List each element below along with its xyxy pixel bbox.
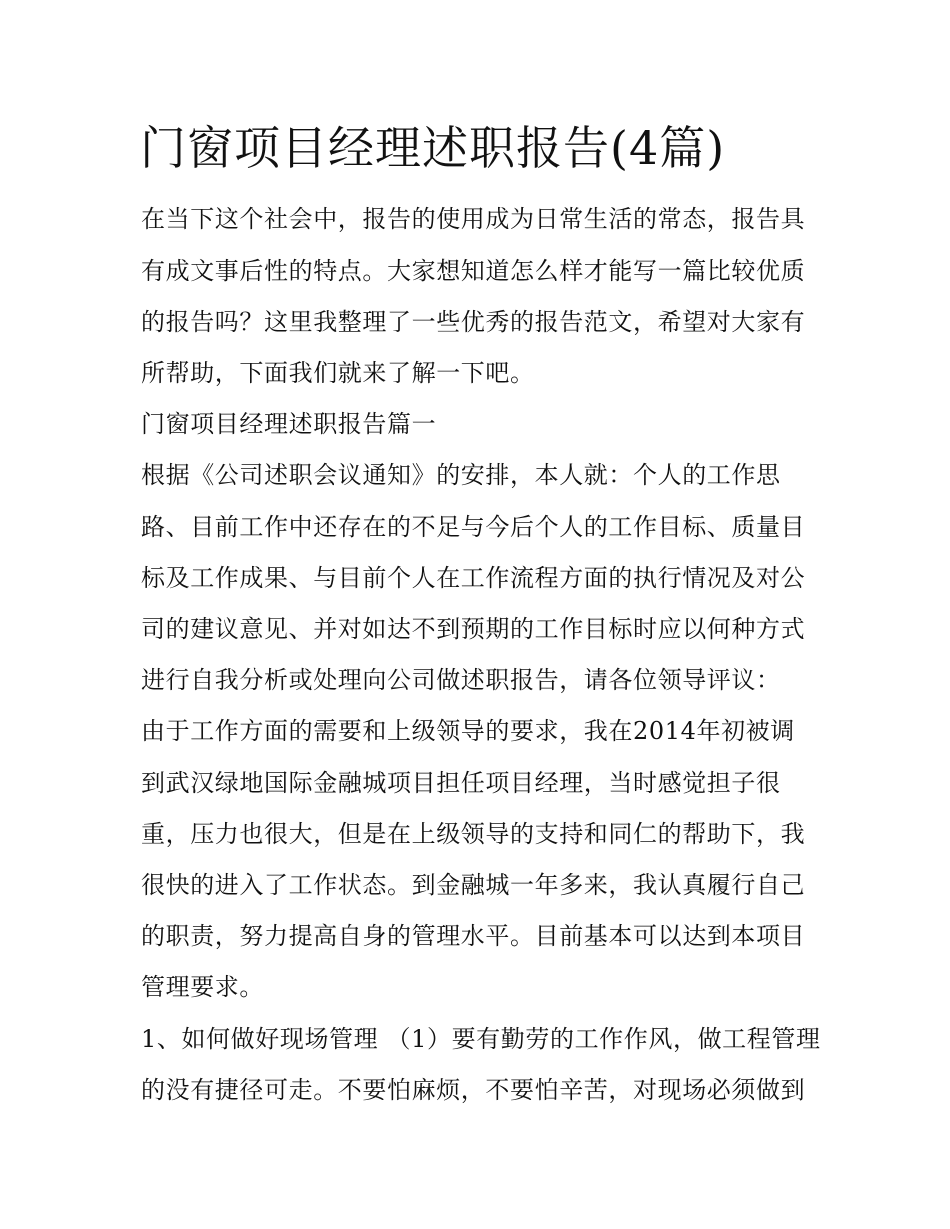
body-line-1: 根据《公司述职会议通知》的安排，本人就：个人的工作思 [141, 461, 781, 489]
body-line-11: 管理要求。 [141, 973, 264, 1001]
body-line-5: 进行自我分析或处理向公司做述职报告，请各位领导评议： [141, 666, 781, 694]
body-line-10: 的职责，努力提高自身的管理水平。目前基本可以达到本项目 [141, 922, 806, 950]
intro-line-4: 所帮助，下面我们就来了解一下吧。 [141, 359, 535, 387]
intro-line-2: 有成文事后性的特点。大家想知道怎么样才能写一篇比较优质 [141, 257, 806, 285]
body-line-13: 的没有捷径可走。不要怕麻烦，不要怕辛苦，对现场必须做到 [141, 1076, 806, 1104]
body-line-3: 标及工作成果、与目前个人在工作流程方面的执行情况及对公 [141, 564, 806, 592]
body-line-8: 重，压力也很大，但是在上级领导的支持和同仁的帮助下，我 [141, 820, 806, 848]
intro-line-3: 的报告吗？这里我整理了一些优秀的报告范文，希望对大家有 [141, 308, 806, 336]
body-line-7: 到武汉绿地国际金融城项目担任项目经理，当时感觉担子很 [141, 769, 781, 797]
body-line-12: 1、如何做好现场管理 （1）要有勤劳的工作作风，做工程管理 [141, 1025, 821, 1053]
intro-line-1: 在当下这个社会中，报告的使用成为日常生活的常态，报告具 [141, 205, 806, 233]
body-line-6: 由于工作方面的需要和上级领导的要求，我在2014年初被调 [141, 717, 795, 745]
document-title: 门窗项目经理述职报告(4篇) [140, 121, 726, 175]
section-heading: 门窗项目经理述职报告篇一 [141, 410, 437, 438]
body-line-2: 路、目前工作中还存在的不足与今后个人的工作目标、质量目 [141, 513, 806, 541]
body-line-4: 司的建议意见、并对如达不到预期的工作目标时应以何种方式 [141, 615, 806, 643]
body-line-9: 很快的进入了工作状态。到金融城一年多来，我认真履行自己 [141, 871, 806, 899]
